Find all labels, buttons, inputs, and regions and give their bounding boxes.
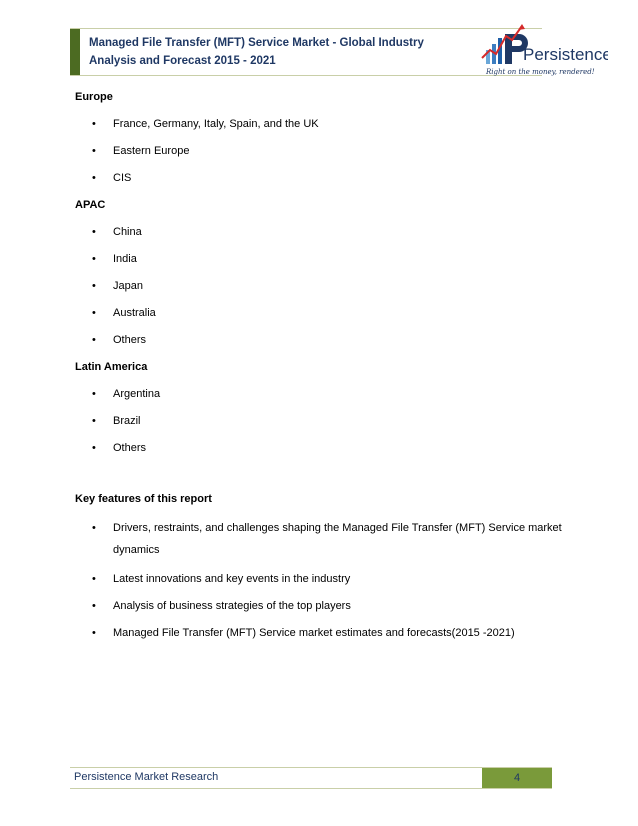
list-item-text: Others [113, 442, 147, 454]
list-item-text: Latest innovations and key events in the industry [113, 573, 351, 585]
page-header [70, 28, 542, 76]
header-title [89, 34, 459, 70]
bullet-icon: • [92, 307, 96, 319]
list-item [75, 223, 575, 241]
list-item-text: Others [113, 334, 147, 346]
list-item [75, 115, 575, 133]
bullet-icon: • [92, 627, 96, 639]
list-item [75, 439, 575, 457]
list-item-text: Analysis of business strategies of the top players [113, 600, 351, 612]
logo-graphic-icon [478, 24, 608, 68]
section-latin-america [75, 358, 575, 457]
list-item [75, 304, 575, 322]
list-item-text: CIS [113, 172, 132, 184]
bullet-icon: • [92, 600, 96, 612]
list-item-text: Argentina [113, 388, 161, 400]
bullet-icon: • [92, 226, 96, 238]
document-body [75, 88, 575, 651]
list-item-text: France, Germany, Italy, Spain, and the UK [113, 118, 319, 130]
header-accent-bar [70, 29, 80, 75]
page-footer [70, 767, 552, 789]
section-heading: Key features of this report [75, 493, 212, 505]
list-item-text: Drivers, restraints, and challenges shaping the Managed File Transfer (MFT) Service market dynamics [113, 522, 562, 556]
bullet-icon: • [92, 280, 96, 292]
bullet-icon: • [92, 334, 96, 346]
list-item-text: China [113, 226, 142, 238]
list-item [75, 331, 575, 349]
footer-text: Persistence Market Research [74, 771, 219, 783]
list-item [75, 570, 575, 588]
section-europe [75, 88, 575, 187]
logo-text: Persistence [523, 45, 608, 64]
header-title-line2: Analysis and Forecast 2015 - 2021 [89, 55, 276, 67]
list-item-text: Managed File Transfer (MFT) Service market estimates and forecasts(2015 -2021) [113, 627, 515, 639]
section-heading: APAC [75, 199, 106, 211]
list-item-text: India [113, 253, 137, 265]
list-item [75, 169, 575, 187]
page-number: 4 [482, 768, 552, 788]
list-item [75, 385, 575, 403]
section-heading: Europe [75, 91, 113, 103]
bullet-icon: • [92, 573, 96, 585]
persistence-logo [478, 24, 608, 84]
bullet-icon: • [92, 145, 96, 157]
section-apac [75, 196, 575, 349]
list-item [75, 624, 575, 642]
logo-tagline: Right on the money, rendered! [486, 68, 595, 76]
list-item [75, 250, 575, 268]
section-key-features [75, 490, 575, 642]
list-item [75, 517, 575, 561]
list-item [75, 412, 575, 430]
bullet-icon: • [92, 442, 96, 454]
bullet-icon: • [92, 388, 96, 400]
bullet-icon: • [92, 522, 96, 534]
header-title-line1: Managed File Transfer (MFT) Service Market - Global Industry [89, 37, 424, 49]
list-item-text: Eastern Europe [113, 145, 190, 157]
bullet-icon: • [92, 415, 96, 427]
list-item [75, 142, 575, 160]
list-item-text: Australia [113, 307, 156, 319]
bullet-icon: • [92, 253, 96, 265]
spacer [75, 466, 575, 490]
list-item [75, 597, 575, 615]
bullet-icon: • [92, 172, 96, 184]
list-item-text: Brazil [113, 415, 141, 427]
list-item [75, 277, 575, 295]
bullet-icon: • [92, 118, 96, 130]
section-heading: Latin America [75, 361, 148, 373]
list-item-text: Japan [113, 280, 143, 292]
